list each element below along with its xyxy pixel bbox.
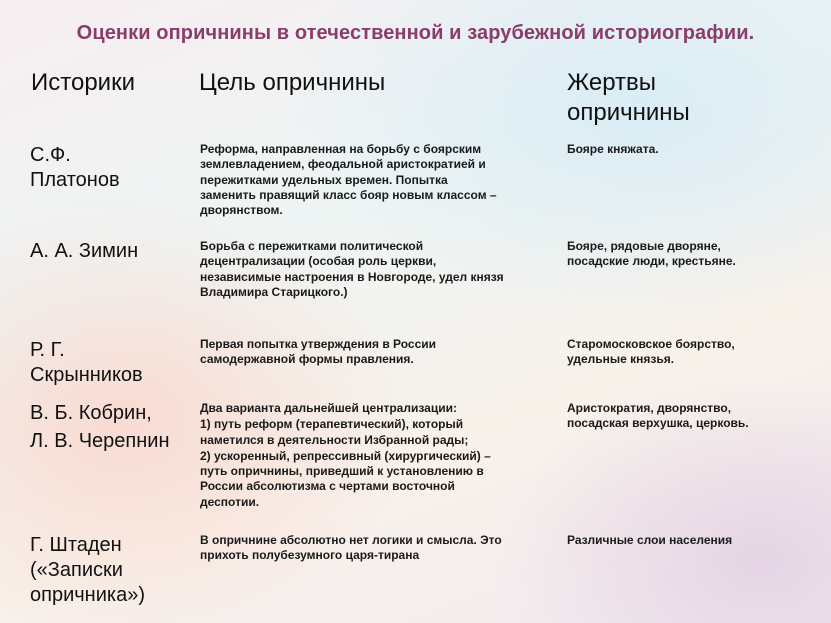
goal-line: Реформа, направленная на борьбу с боярским: [200, 142, 482, 156]
historian-name: [30, 338, 195, 388]
historian-name-line: А. А. Зимин: [30, 240, 139, 262]
victims-cell: [567, 401, 822, 432]
goal-cell: [200, 142, 556, 218]
victims-line: посадская верхушка, церковь.: [567, 416, 749, 431]
header-goal: Цель опричнины: [199, 69, 386, 96]
goal-line: прихоть полубезумного царя-тирана: [200, 548, 420, 563]
victims-line: посадские люди, крестьяне.: [567, 254, 736, 269]
goal-line: независимые настроения в Новгороде, удел князя: [200, 269, 504, 284]
goal-paragraph: [200, 417, 556, 448]
slide-title: Оценки опричнины в отечественной и зарубежной историографии.: [76, 22, 755, 44]
victims-cell: [567, 142, 822, 157]
goal-line: деспотии.: [200, 494, 260, 509]
historian-name: [30, 239, 195, 264]
victims-line: Аристократия, дворянство,: [567, 401, 732, 415]
header-victims-line1: Жертвы: [567, 69, 657, 96]
historian-name: [30, 533, 195, 608]
goal-line: В опричнине абсолютно нет логики и смысла. Это: [200, 533, 502, 547]
victims-cell: [567, 533, 822, 548]
victims-line: Различные слои населения: [567, 533, 733, 547]
header-victims-line2: опричнины: [567, 99, 690, 126]
goal-line: самодержавной формы правления.: [200, 352, 414, 367]
historian-name-line: С.Ф.: [30, 144, 71, 166]
historian-name-line: Скрынников: [30, 364, 143, 386]
historian-name: [30, 143, 195, 193]
historian-name-line: Л. В. Черепнин: [30, 430, 170, 452]
goal-line: путь опричнины, приведший к установлению в: [200, 464, 484, 479]
goal-line: землевладением, феодальной аристократией и: [200, 157, 486, 172]
historian-name: [30, 401, 195, 454]
goal-line: 1) путь реформ (терапевтический), который: [200, 417, 464, 432]
goal-line: децентрализации (особая роль церкви,: [200, 254, 437, 269]
goal-line: 2) ускоренный, репрессивный (хирургический) –: [200, 448, 491, 463]
victims-cell: [567, 337, 822, 368]
historian-name-line: В. Б. Кобрин,: [30, 402, 152, 424]
historian-name-line: («Записки: [30, 559, 123, 581]
goal-line: Владимира Старицкого.): [200, 284, 348, 299]
goal-line: пережитками удельных времен. Попытка: [200, 172, 448, 187]
goal-paragraph: [200, 449, 556, 510]
header-victims: [567, 68, 767, 128]
goal-line: дворянством.: [200, 203, 283, 218]
goal-cell: [200, 401, 556, 510]
goal-paragraph: [200, 401, 556, 416]
goal-cell: [200, 239, 556, 300]
historian-name-line: Г. Штаден: [30, 534, 122, 556]
goal-line: Первая попытка утверждения в России: [200, 337, 437, 351]
victims-line: Бояре, рядовые дворяне,: [567, 239, 721, 253]
goal-line: заменить правящий класс бояр новым классом –: [200, 187, 497, 202]
victims-line: удельные князья.: [567, 352, 675, 367]
header-historians: Историки: [31, 69, 135, 96]
goal-line: наметился в деятельности Избранной рады;: [200, 432, 469, 447]
goal-line: Борьба с пережитками политической: [200, 239, 424, 253]
victims-cell: [567, 239, 822, 270]
goal-cell: [200, 533, 556, 564]
historian-name-line: опричника»): [30, 584, 145, 606]
victims-line: Бояре княжата.: [567, 142, 659, 156]
historian-name-line: Платонов: [30, 169, 120, 191]
historian-name-line: Р. Г.: [30, 339, 65, 361]
goal-line: Два варианта дальнейшей централизации:: [200, 401, 457, 415]
goal-cell: [200, 337, 556, 368]
goal-line: России абсолютизма с чертами восточной: [200, 479, 455, 494]
victims-line: Старомосковское боярство,: [567, 337, 735, 351]
